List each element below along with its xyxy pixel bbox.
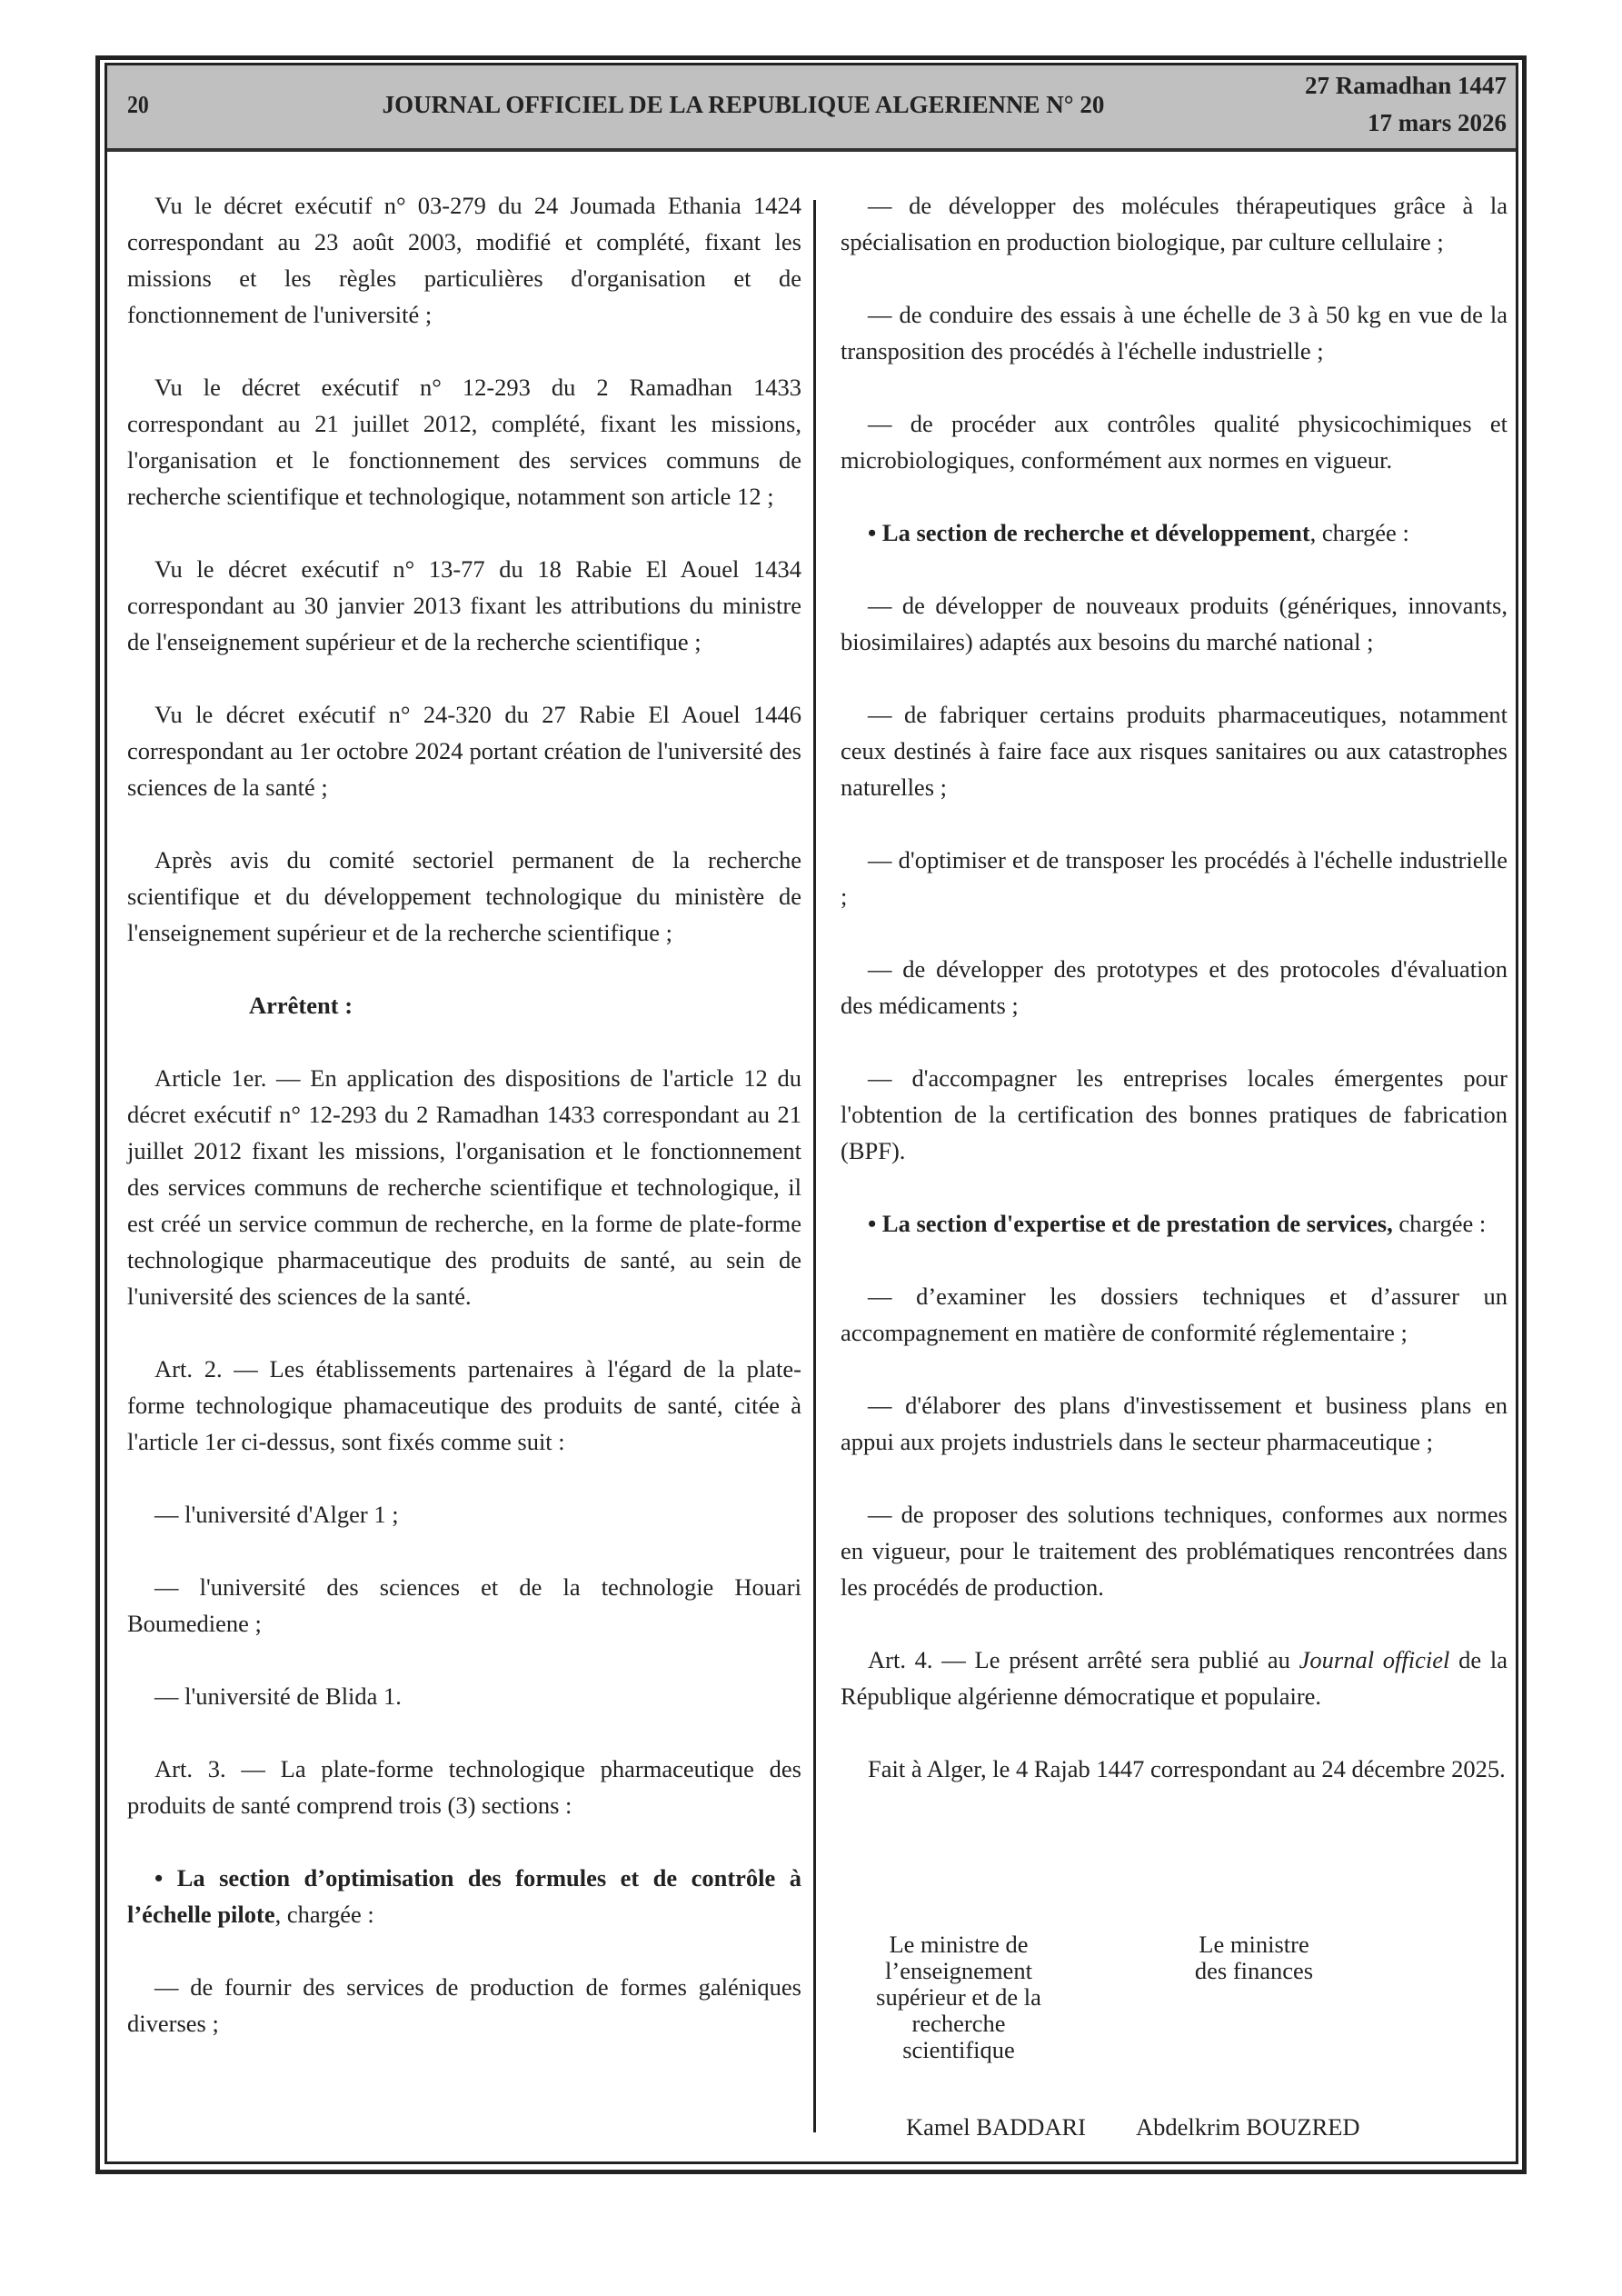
section-item: — de conduire des essais à une échelle de 3 à 50 kg en vue de la transposition des procédés à l'échelle industrielle ; (841, 301, 1508, 364)
section-item: — d'élaborer des plans d'investissement et business plans en appui aux projets industriels dans le secteur pharmaceutique ; (841, 1392, 1508, 1455)
partner-item: — l'université d'Alger 1 ; (154, 1501, 399, 1528)
section-item: — d’examiner les dossiers techniques et d’assurer un accompagnement en matière de conformité réglementaire ; (841, 1283, 1508, 1346)
visa-paragraph: Vu le décret exécutif n° 03-279 du 24 Joumada Ethania 1424 correspondant au 23 août 2003, modifié et complété, fixant les missions et les règles particulières d'organisation et de fonctionnement de l'université ; (127, 192, 801, 328)
section-1-suffix: , chargée : (274, 1901, 374, 1928)
section-item: — de développer des prototypes et des protocoles d'évaluation des médicaments ; (841, 955, 1508, 1019)
signatory-title-line: Le ministre de l’enseignement (885, 1931, 1032, 1984)
article-4-suffix: de la République algérienne démocratique et populaire. (841, 1646, 1508, 1710)
section-item: — de développer de nouveaux produits (génériques, innovants, biosimilaires) adaptés aux besoins du marché national ; (841, 592, 1508, 655)
gregorian-date: 17 mars 2026 (1368, 109, 1507, 136)
signatory-title-line: supérieur et de la recherche (876, 1983, 1041, 2037)
signatory-title-left (841, 1932, 1077, 2063)
section-3-heading (841, 1205, 1508, 1242)
hijri-date: 27 Ramadhan 1447 (1304, 72, 1507, 99)
article-2: Art. 2. — Les établissements partenaires à l'égard de la plate-forme technologique phamaceutique des produits de santé, citée à l'article 1er ci-dessus, sont fixés comme suit : (127, 1355, 801, 1455)
article-1: Article 1er. — En application des dispositions de l'article 12 du décret exécutif n° 12-293 du 2 Ramadhan 1433 correspondant au 21 juillet 2012 fixant les missions, l'organisation et le fonctionnement des services communs de recherche scientifique et technologique, il est créé un service commun de recherche, en la forme de plate-forme technologique pharmaceutique des produits de santé, au sein de l'université des sciences de la santé. (127, 1064, 801, 1310)
section-2-suffix: , chargée : (1309, 519, 1409, 546)
signatory-name-right: Abdelkrim BOUZRED (1136, 2113, 1360, 2141)
signatory-title-line: des finances (1194, 1957, 1314, 1984)
section-item: — d'optimiser et de transposer les procédés à l'échelle industrielle ; (841, 846, 1508, 910)
visa-paragraph: Vu le décret exécutif n° 13-77 du 18 Rabie El Aouel 1434 correspondant au 30 janvier 2013 fixant les attributions du ministre de l'enseignement supérieur et de la recherche scientifique ; (127, 555, 801, 655)
signatory-title-line: scientifique (902, 2036, 1015, 2063)
signatory-name-left: Kamel BADDARI (906, 2113, 1086, 2141)
section-1-title: • La section d’optimisation des formules et de contrôle à l’échelle pilote (127, 1864, 801, 1928)
visa-paragraph: Vu le décret exécutif n° 12-293 du 2 Ramadhan 1433 correspondant au 21 juillet 2012, complété, fixant les missions, l'organisation et le fonctionnement des services communs de recherche scientifique et technologique, notamment son article 12 ; (127, 374, 801, 510)
arretent-heading: Arrêtent : (249, 992, 353, 1019)
section-item: — de proposer des solutions techniques, conformes aux normes en vigueur, pour le traitement des problématiques rencontrées dans les procédés de production. (841, 1501, 1508, 1601)
section-item: — de fournir des services de production de formes galéniques diverses ; (127, 1973, 801, 2037)
journal-header (107, 65, 1516, 152)
fait-a-alger: Fait à Alger, le 4 Rajab 1447 correspondant au 24 décembre 2025. (868, 1755, 1506, 1782)
section-2-heading (841, 514, 1508, 551)
section-item: — de fabriquer certains produits pharmaceutiques, notamment ceux destinés à faire face aux risques sanitaires ou aux catastrophes naturelles ; (841, 701, 1508, 801)
section-1-heading (127, 1860, 801, 1932)
visa-paragraph: Vu le décret exécutif n° 24-320 du 27 Rabie El Aouel 1446 correspondant au 1er octobre 2024 portant création de l'université des sciences de la santé ; (127, 701, 801, 801)
journal-title: JOURNAL OFFICIEL DE LA REPUBLIQUE ALGERIENNE N° 20 (382, 91, 1105, 118)
section-3-suffix: chargée : (1392, 1210, 1487, 1237)
section-item: — de développer des molécules thérapeutiques grâce à la spécialisation en production biologique, par culture cellulaire ; (841, 192, 1508, 255)
signatory-title-right (1136, 1932, 1372, 1984)
section-2-title: • La section de recherche et développement (868, 519, 1310, 546)
partner-item: — l'université des sciences et de la technologie Houari Boumediene ; (127, 1573, 801, 1637)
column-separator (813, 200, 816, 2132)
section-item: — d'accompagner les entreprises locales émergentes pour l'obtention de la certification des bonnes pratiques de fabrication (BPF). (841, 1064, 1508, 1164)
signatory-title-line: Le ministre (1199, 1931, 1309, 1958)
apres-avis-paragraph: Après avis du comité sectoriel permanent de la recherche scientifique et du développement technologique du ministère de l'enseignement supérieur et de la recherche scientifique ; (127, 846, 801, 946)
article-4 (841, 1642, 1508, 1714)
right-column (841, 187, 1508, 1823)
page-number: 20 (127, 91, 149, 118)
partner-item: — l'université de Blida 1. (154, 1682, 402, 1710)
left-column (127, 187, 801, 2078)
article-4-prefix: Art. 4. — Le présent arrêté sera publié au (868, 1646, 1299, 1673)
section-3-title: • La section d'expertise et de prestation de services, (868, 1210, 1393, 1237)
issue-dates (1305, 67, 1507, 142)
section-item: — de procéder aux contrôles qualité physicochimiques et microbiologiques, conformément aux normes en vigueur. (841, 410, 1508, 474)
journal-officiel-italic: Journal officiel (1299, 1646, 1450, 1673)
article-3: Art. 3. — La plate-forme technologique pharmaceutique des produits de santé comprend trois (3) sections : (127, 1755, 801, 1819)
